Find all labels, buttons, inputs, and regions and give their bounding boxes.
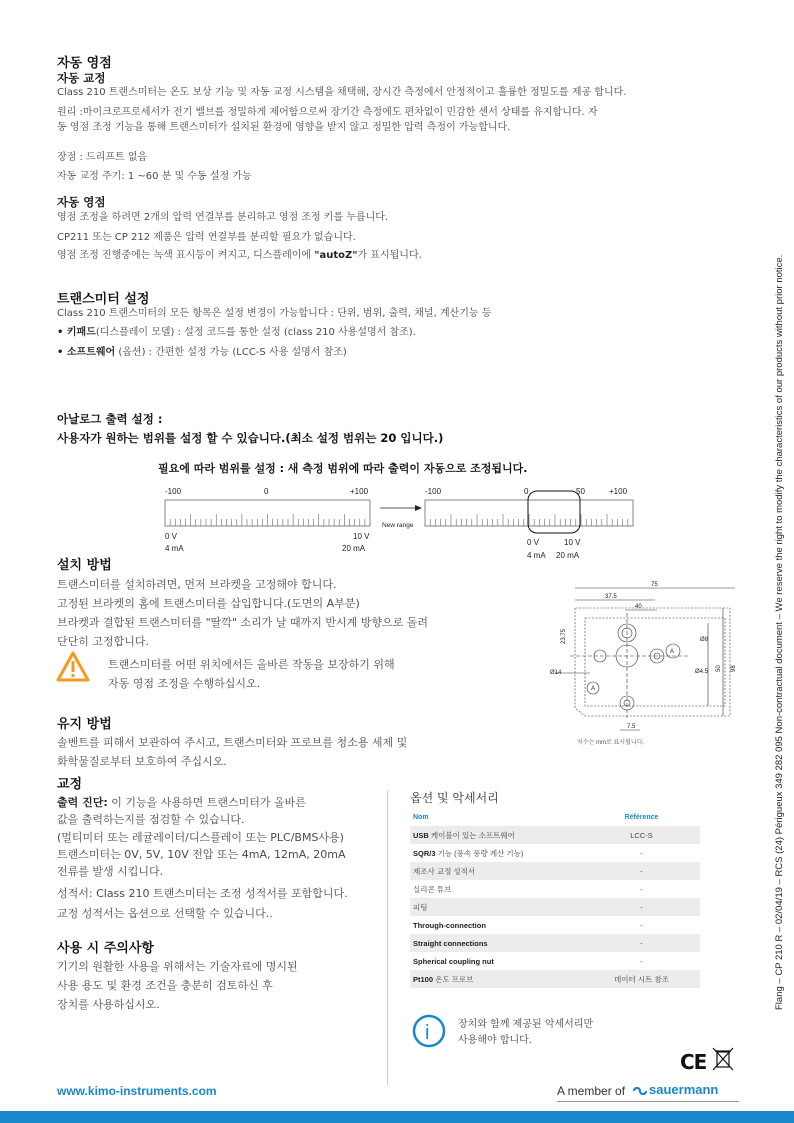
table-row: [410, 844, 700, 862]
accessory-reference: LCC-S: [583, 826, 700, 844]
accessories-note: 장치와 함께 제공된 악세서리만 사용해야 합니다.: [458, 1019, 594, 1046]
label-a-right: A: [670, 649, 675, 655]
calibration-line1: 출력 진단: 이 기능을 사용하면 트랜스미터가 올바른: [57, 796, 306, 809]
auto-zero-line1: 영점 조정을 하려면 2개의 압력 연결부를 분리하고 영점 조정 키를 누릅니다.: [57, 212, 389, 223]
table-row: [410, 934, 700, 952]
table-row: [410, 880, 700, 898]
section-title-installation: 설치 방법: [57, 558, 112, 573]
advantage-text: 장점 : 드리프트 없음: [57, 152, 148, 163]
right-scale-min: -100: [425, 487, 442, 496]
right-4ma: 4 mA: [527, 551, 546, 560]
auto-zero-line3: 영점 조정 진행중에는 녹색 표시등이 켜지고, 디스플레이에 "autoZ"가 표시됩니다.: [57, 250, 422, 261]
dim-40: 40: [635, 604, 642, 610]
col-header-name: Nom: [413, 813, 429, 821]
settings-bullet-keypad: • 키패드(디스플레이 모델) : 설정 코드를 통한 설정 (class 210 사용설명서 참조).: [57, 327, 416, 338]
svg-text:i: i: [425, 1022, 430, 1044]
dim-23-75: 23.75: [561, 628, 567, 644]
accessory-name: Straight connections: [410, 934, 583, 952]
footer-color-bar: [0, 1111, 794, 1123]
dim-75: 75: [651, 582, 658, 588]
dim-37-5: 37.5: [605, 594, 617, 600]
dim-phi4-5: Ø4.5: [695, 669, 709, 675]
accessory-reference: 데이터 시트 참조: [583, 970, 700, 988]
precautions-line3: 장치를 사용하십시오.: [57, 998, 160, 1011]
right-scale-max: +100: [609, 487, 628, 496]
accessory-name: Pt100 온도 프로브: [410, 970, 583, 988]
accessory-name: 피팅: [410, 898, 583, 916]
accessory-reference: -: [583, 898, 700, 916]
dim-phi8: Ø8: [700, 637, 709, 643]
range-diagram: [160, 482, 650, 564]
calibration-line6: 성적서: Class 210 트랜스미터는 조정 성적서를 포함합니다.: [57, 887, 348, 900]
accessories-title: 옵션 및 악세서리: [410, 791, 499, 805]
new-range-highlight: [528, 491, 580, 533]
analog-output-title: 아날로그 출력 설정 :: [57, 412, 163, 426]
right-scale-zero: 0: [524, 487, 529, 496]
accessory-name: Through-connection: [413, 920, 486, 930]
ce-mark: CE: [680, 1050, 707, 1074]
left-scale-mid: 0: [264, 487, 269, 496]
column-divider: [387, 790, 388, 1085]
member-of-text: A member of: [557, 1084, 626, 1098]
accessory-reference: -: [583, 934, 700, 952]
calibration-line4: 트랜스미터는 0V, 5V, 10V 전압 또는 4mA, 12mA, 20mA: [57, 848, 346, 861]
left-scale-ticks: [170, 514, 365, 526]
right-20ma: 20 mA: [556, 551, 580, 560]
left-0v: 0 V: [165, 532, 178, 541]
calibration-line2: 값을 출력하는지를 점검할 수 있습니다.: [57, 813, 245, 826]
accessory-reference: -: [583, 862, 700, 880]
auto-zero-p2b: 동 영점 조정 기능을 통해 트랜스미터가 설치된 환경에 영향을 받지 않고 정밀한 압력 측정이 가능합니다.: [57, 122, 511, 133]
accessory-reference: -: [640, 920, 643, 930]
section-title-maintenance: 유지 방법: [57, 717, 112, 732]
col-header-reference: Référence: [624, 813, 659, 821]
settings-bullet-software: • 소프트웨어 (옵션) : 간편한 설정 가능 (LCC-S 사용 설명서 참조): [57, 347, 347, 358]
accessory-name: USB 케이블이 있는 소프트웨어: [410, 826, 583, 844]
dim-phi14: Ø14: [550, 670, 562, 676]
sauermann-brand: sauermann: [649, 1082, 719, 1097]
installation-line1: 트랜스미터를 설치하려면, 먼저 브라켓을 고정해야 합니다.: [57, 578, 337, 591]
auto-zero-line2: CP211 또는 CP 212 제품은 압력 연결부를 분리할 필요가 없습니다.: [57, 232, 356, 243]
right-scale-ticks: [430, 514, 628, 526]
calibration-line5: 전류를 발생 시킵니다.: [57, 865, 164, 878]
table-row: [410, 952, 700, 970]
right-scale-fifty: 50: [576, 487, 585, 496]
left-scale-min: -100: [165, 487, 182, 496]
left-4ma: 4 mA: [165, 544, 184, 553]
accessory-reference: -: [640, 956, 643, 966]
right-0v: 0 V: [527, 538, 540, 547]
website-link[interactable]: www.kimo-instruments.com: [57, 1084, 217, 1098]
section-title-calibration: 교정: [57, 777, 83, 792]
accessory-reference: -: [640, 848, 643, 858]
accessory-name: 제조사 교정 성적서: [410, 862, 583, 880]
new-range-label: New range: [382, 522, 414, 529]
settings-intro: Class 210 트랜스미터의 모든 항목은 설정 변경이 가능합니다 : 단위, 범위, 출력, 채널, 계산기능 등: [57, 308, 492, 319]
dim-50: 50: [716, 665, 722, 672]
dim-7-5: 7.5: [627, 724, 636, 730]
auto-zero-p1: Class 210 트랜스미터는 온도 보상 기능 및 자동 교정 시스템을 채택해, 장시간 측정에서 안정적이고 훌륭한 정밀도를 제공 합니다.: [57, 87, 627, 98]
section-title-precautions: 사용 시 주의사항: [57, 941, 154, 956]
section-title-transmitter-settings: 트랜스미터 설정: [57, 292, 150, 307]
table-row: [410, 970, 700, 988]
side-legal-note: Flang – CP 210 R – 02/04/19 – RCS (24) Périgueux 349 282 095 Non-contractual document – We reserve the right to modify the characteristics of our products without prior notice.: [774, 254, 785, 1010]
left-10v: 10 V: [353, 532, 370, 541]
table-row: [410, 826, 700, 844]
label-a-left: A: [591, 686, 596, 692]
weee-bin-icon: [712, 1046, 734, 1072]
calibration-period-text: 자동 교정 주기: 1 ~60 분 및 수동 설정 가능: [57, 171, 252, 182]
calibration-line3: (멀티미터 또는 레귤레이터/디스플레이 또는 PLC/BMS사용): [57, 831, 344, 844]
installation-line2: 고정된 브라켓의 홈에 트랜스미터를 삽입합니다.(도면의 A부분): [57, 597, 360, 610]
accessory-name: Spherical coupling nut: [413, 956, 494, 966]
table-row: [410, 898, 700, 916]
accessory-name: SQR/3 기능 (풍속 풍량 계산 기능): [413, 848, 524, 858]
warning-line2: 자동 영점 조정을 수행하십시오.: [108, 677, 261, 690]
calibration-line7: 교정 성적서는 옵션으로 선택할 수 있습니다..: [57, 907, 273, 920]
warning-line1: 트랜스미터를 어떤 위치에서든 올바른 작동을 보장하기 위해: [108, 658, 395, 671]
precautions-line2: 사용 용도 및 환경 조건을 충분히 검토하신 후: [57, 979, 273, 992]
installation-line4: 단단히 고정합니다.: [57, 635, 150, 648]
dim-98: 98: [731, 665, 737, 672]
sauermann-logo-icon: [632, 1085, 648, 1097]
range-diagram-title: 필요에 따라 범위를 설정 : 새 측정 범위에 따라 출력이 자동으로 조정됩니다.: [158, 462, 528, 475]
auto-zero-p2a: 원리 :마이크로프로세서가 전기 밸브를 정밀하게 제어함으로써 장기간 측정에도 편차없이 민감한 센서 상태를 유지합니다. 자: [57, 107, 598, 118]
right-10v: 10 V: [564, 538, 581, 547]
maintenance-line2: 화학물질로부터 보호하여 주십시오.: [57, 755, 227, 768]
accessory-name: 실리콘 튜브: [413, 884, 452, 894]
dimension-drawing: [545, 578, 745, 750]
subtitle-auto-zero: 자동 영점: [57, 195, 106, 209]
arrow-head: [415, 505, 422, 511]
table-row: [410, 862, 700, 880]
accessories-table: [410, 808, 700, 988]
precautions-line1: 기기의 원활한 사용을 위해서는 기술자료에 명시된: [57, 960, 298, 973]
subtitle-auto-calibration: 자동 교정: [57, 71, 106, 85]
analog-output-subtitle: 사용자가 원하는 범위를 설정 할 수 있습니다.(최소 설정 범위는 20 입니다.): [57, 431, 444, 445]
dimension-caption: 치수는 mm로 표시됩니다.: [577, 740, 645, 746]
info-icon: [412, 1014, 446, 1048]
left-scale-max: +100: [350, 487, 369, 496]
warning-icon: [56, 651, 90, 682]
footer-underline: [557, 1101, 739, 1102]
section-title-auto-zero: 자동 영점: [57, 56, 112, 71]
installation-line3: 브라켓과 결합된 트랜스미터를 "딸깍" 소리가 날 때까지 반시계 방향으로 돌려: [57, 616, 428, 629]
left-20ma: 20 mA: [342, 544, 366, 553]
accessory-reference: -: [640, 884, 643, 894]
table-row: [410, 916, 700, 934]
maintenance-line1: 솔벤트를 피해서 보관하여 주시고, 트랜스미터와 프로브를 청소용 세제 및: [57, 736, 408, 749]
